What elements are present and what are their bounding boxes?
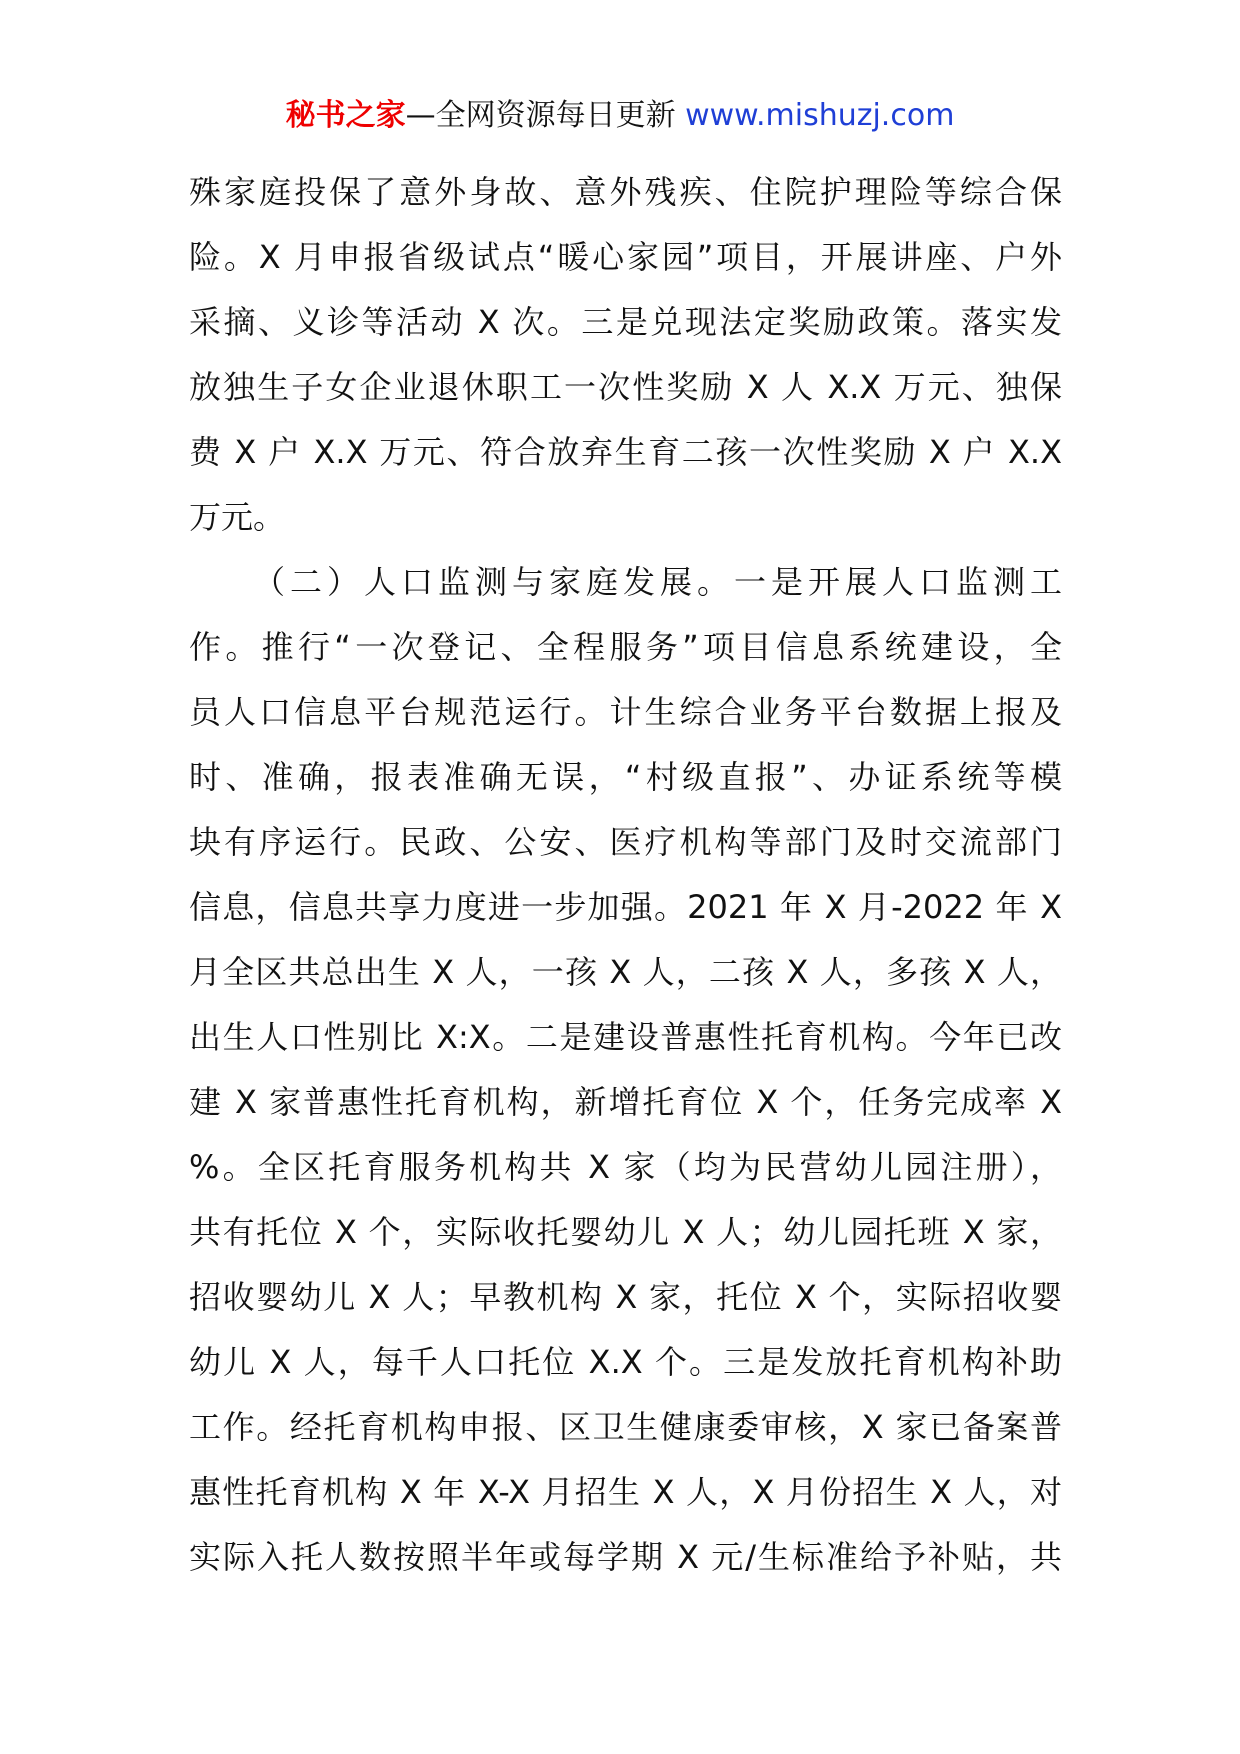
- document-body: [189, 160, 1062, 1590]
- text-line: 建 X 家普惠性托育机构，新增托育位 X 个，任务完成率 X: [189, 1083, 1062, 1121]
- text-line: 惠性托育机构 X 年 X-X 月招生 X 人，X 月份招生 X 人，对: [189, 1473, 1062, 1511]
- text-line: 信息，信息共享力度进一步加强。2021 年 X 月-2022 年 X: [189, 888, 1062, 926]
- text-line: 招收婴幼儿 X 人；早教机构 X 家，托位 X 个，实际招收婴: [189, 1278, 1062, 1316]
- page-header: [0, 98, 1240, 134]
- text-line: 月全区共总出生 X 人，一孩 X 人，二孩 X 人，多孩 X 人，: [189, 953, 1062, 991]
- text-line: 作。推行“一次登记、全程服务”项目信息系统建设，全: [189, 628, 1062, 666]
- text-line: 共有托位 X 个，实际收托婴幼儿 X 人；幼儿园托班 X 家，: [189, 1213, 1062, 1251]
- text-line: 员人口信息平台规范运行。计生综合业务平台数据上报及: [189, 693, 1062, 731]
- text-line: 费 X 户 X.X 万元、符合放弃生育二孩一次性奖励 X 户 X.X: [189, 433, 1062, 471]
- text-line: 幼儿 X 人，每千人口托位 X.X 个。三是发放托育机构补助: [189, 1343, 1062, 1381]
- text-line: 殊家庭投保了意外身故、意外残疾、住院护理险等综合保: [189, 173, 1062, 211]
- header-site-url: www.mishuzj.com: [675, 98, 955, 133]
- text-line: 出生人口性别比 X:X。二是建设普惠性托育机构。今年已改: [189, 1018, 1062, 1056]
- text-line: 采摘、义诊等活动 X 次。三是兑现法定奖励政策。落实发: [189, 303, 1062, 341]
- section-heading-line: （二）人口监测与家庭发展。一是开展人口监测工: [253, 563, 1062, 601]
- text-line: 实际入托人数按照半年或每学期 X 元/生标准给予补贴，共: [189, 1538, 1062, 1576]
- header-brand: 秘书之家: [285, 98, 406, 133]
- text-line: %。全区托育服务机构共 X 家（均为民营幼儿园注册），: [189, 1148, 1062, 1186]
- text-line: 工作。经托育机构申报、区卫生健康委审核，X 家已备案普: [189, 1408, 1062, 1446]
- text-line: 万元。: [189, 498, 286, 536]
- text-line: 放独生子女企业退休职工一次性奖励 X 人 X.X 万元、独保: [189, 368, 1062, 406]
- text-line: 时、准确，报表准确无误，“村级直报”、办证系统等模: [189, 758, 1062, 796]
- header-tagline: —全网资源每日更新: [405, 98, 676, 133]
- text-line: 险。X 月申报省级试点“暖心家园”项目，开展讲座、户外: [189, 238, 1062, 276]
- text-line: 块有序运行。民政、公安、医疗机构等部门及时交流部门: [189, 823, 1062, 861]
